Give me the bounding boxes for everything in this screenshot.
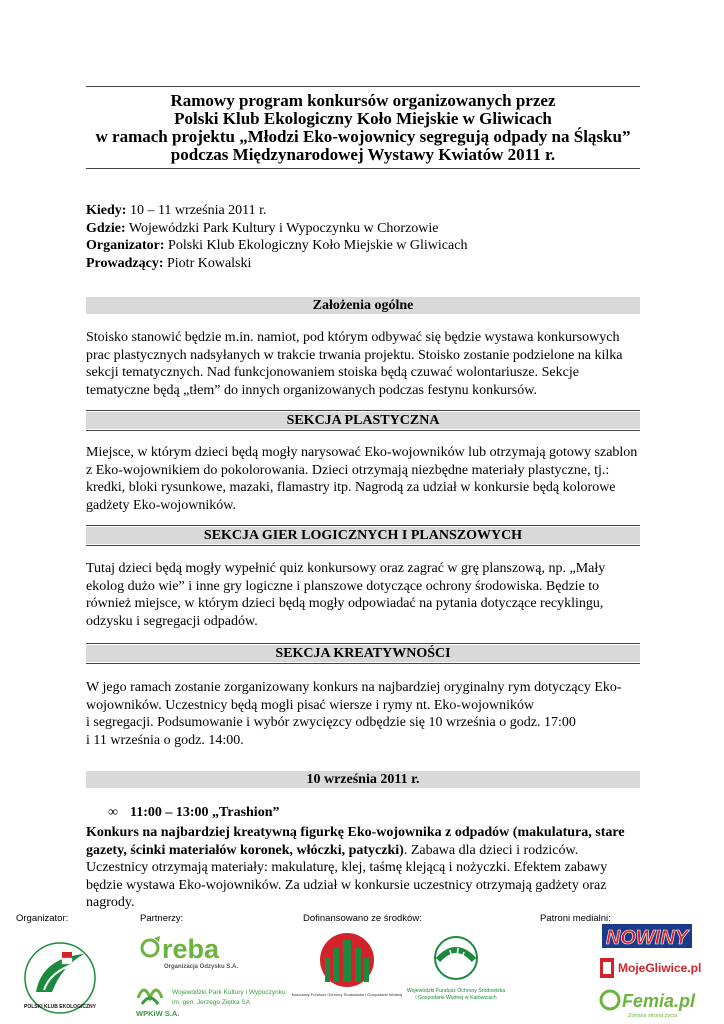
nfosigw-logo-text: Narodowy Fundusz Ochrony Środowiska i Gospodarki Wodnej bbox=[291, 992, 403, 997]
text-line: Uczestnicy otrzymają materiały: makulaturę, klej, taśmę klejącą i nożyczki. Efektem zabawy bbox=[86, 860, 608, 876]
footer-label-partnerzy: Partnerzy: bbox=[140, 913, 184, 924]
nowiny-logo bbox=[602, 922, 692, 950]
text-line: prac plastycznych nadsyłanych w trakcie trwania projektu. Stoisko zostanie podzielone na kilka bbox=[86, 347, 623, 363]
text-line: nagrody. bbox=[86, 895, 135, 911]
section-text-gry bbox=[86, 560, 646, 630]
reba-logo-subtext: Organizacja Odzysku S.A. bbox=[164, 964, 239, 970]
wpkiw-logo-text-1: Wojewódzki Park Kultury i Wypoczynku bbox=[172, 989, 286, 996]
rule bbox=[86, 643, 640, 644]
text-line: kredki, bloki rysunkowe, mazaki, flamastry itp. Nagrodą za udział w konkursie będą kolorowe bbox=[86, 480, 616, 496]
event-description bbox=[86, 824, 646, 912]
title-line-4: podczas Międzynarodowej Wystawy Kwiatów 2011 r. bbox=[170, 145, 556, 164]
femia-logo bbox=[598, 984, 694, 1020]
text-line: ekolog dużo wie” i inne gry logiczne i planszowe dotyczące ochrony środowiska. Będzie to bbox=[86, 578, 600, 594]
title-line-1: Ramowy program konkursów organizowanych przez bbox=[170, 91, 556, 110]
text-line: gazety, ścinki materiałów koronek, włóczki, patyczki). Zabawa dla dzieci i rodziców. bbox=[86, 842, 579, 858]
section-text-plastyczna bbox=[86, 444, 646, 514]
femia-logo-subtext: Zdrowa strona życia bbox=[628, 1013, 678, 1019]
title-line-2: Polski Klub Ekologiczny Koło Miejskie w Gliwicach bbox=[174, 109, 552, 128]
mojegliwice-logo-text: MojeGliwice.pl bbox=[618, 961, 702, 975]
nfosigw-logo bbox=[291, 930, 403, 1016]
section-heading-day1: 10 września 2011 r. bbox=[86, 771, 640, 788]
document-title bbox=[86, 92, 640, 164]
title-bottom-rule bbox=[86, 168, 640, 169]
wpkiw-logo-text-2: im. gen. Jerzego Ziętka SA bbox=[172, 999, 251, 1006]
info-organizator: Organizator: Polski Klub Ekologiczny Koło Miejskie w Gliwicach bbox=[86, 238, 468, 253]
footer-label-organizator: Organizator: bbox=[16, 913, 69, 924]
text-line: Tutaj dzieci będą mogły wypełnić quiz konkursowy oraz zagrać w grę planszową, np. „Mały bbox=[86, 561, 606, 576]
reba-logo bbox=[136, 930, 239, 972]
text-line: Miejsce, w którym dzieci będą mogły narysować Eko-wojowników lub otrzymają gotowy szablon bbox=[86, 445, 638, 460]
section-text-kreatywnosci bbox=[86, 679, 646, 749]
rule bbox=[86, 525, 640, 526]
info-kiedy: Kiedy: 10 – 11 września 2011 r. bbox=[86, 203, 267, 218]
text-line: gadżety Eko-wojowników. bbox=[86, 497, 236, 513]
pke-logo bbox=[22, 940, 98, 1016]
text-line: sekcji tematycznych. Nad funkcjonowaniem stoiska będą czuwać wolontariusze. Sekcje bbox=[86, 365, 579, 381]
text-line: wojowników. Uczestnicy będą mogli pisać wiersze i rymy nt. Eko-wojowników bbox=[86, 697, 535, 713]
wfosigw-logo-text-1: Wojewódzki Fundusz Ochrony Środowiska bbox=[406, 988, 506, 994]
rule bbox=[86, 430, 640, 431]
info-gdzie: Gdzie: Wojewódzki Park Kultury i Wypoczynku w Chorzowie bbox=[86, 220, 439, 236]
rule bbox=[86, 410, 640, 411]
nowiny-logo-text: NOWINY bbox=[605, 927, 689, 949]
text-line: i segregacji. Podsumowanie i wybór zwycięzcy odbędzie się 10 września o godz. 17:00 bbox=[86, 715, 576, 731]
text-line: Konkurs na najbardziej kreatywną figurkę Eko-wojownika z odpadów (makulatura, stare bbox=[86, 825, 625, 840]
section-heading-kreatywnosci: SEKCJA KREATYWNOŚCI bbox=[86, 645, 640, 662]
bullet-symbol: ∞ bbox=[108, 805, 118, 820]
text-line: tematyczne będą „tłem” do innych organizowanych podczas festynu konkursów. bbox=[86, 382, 537, 398]
event-time-item bbox=[108, 805, 279, 821]
text-line: będzie wystawa Eko-wojowników. Za udział w konkursie uczestnicy otrzymają gadżety oraz bbox=[86, 877, 607, 893]
wpkiw-logo bbox=[132, 978, 292, 1020]
reba-logo-text: reba bbox=[162, 934, 220, 964]
text-line: W jego ramach zostanie zorganizowany konkurs na najbardziej oryginalny rym dotyczący Eko- bbox=[86, 680, 622, 695]
femia-logo-text: Femia.pl bbox=[622, 991, 696, 1011]
section-heading-gry: SEKCJA GIER LOGICZNYCH I PLANSZOWYCH bbox=[86, 527, 640, 544]
event-info bbox=[86, 202, 467, 272]
section-heading-zalozenia: Założenia ogólne bbox=[86, 297, 640, 314]
text-line: odzysku i segregacji odpadów. bbox=[86, 613, 258, 629]
rule bbox=[86, 545, 640, 546]
title-line-3: w ramach projektu „Młodzi Eko-wojownicy segregują odpady na Śląsku” bbox=[95, 127, 631, 146]
wfosigw-logo bbox=[392, 936, 520, 1006]
pke-logo-text: POLSKI KLUB EKOLOGICZNY bbox=[24, 1004, 96, 1010]
footer-label-dofinansowano: Dofinansowano ze środków: bbox=[303, 913, 422, 924]
section-heading-plastyczna: SEKCJA PLASTYCZNA bbox=[86, 412, 640, 429]
event-time-label: 11:00 – 13:00 „Trashion” bbox=[130, 805, 280, 820]
info-prowadzacy: Prowadzący: Piotr Kowalski bbox=[86, 255, 252, 271]
mojegliwice-logo bbox=[598, 956, 702, 982]
text-line: z Eko-wojownikiem do pokolorowania. Dzieci otrzymają niezbędne materiały plastyczne, tj.: bbox=[86, 462, 610, 478]
section-text-zalozenia bbox=[86, 329, 646, 399]
rule bbox=[86, 663, 640, 664]
wpkiw-logo-abbrev: WPKiW S.A. bbox=[136, 1009, 180, 1018]
top-rule bbox=[86, 86, 640, 87]
text-line: Stoisko stanowić będzie m.in. namiot, pod którym odbywać się będzie wystawa konkursowych bbox=[86, 330, 620, 345]
footer-label-patroni: Patroni medialni: bbox=[540, 913, 611, 924]
text-line: i 11 września o godz. 14:00. bbox=[86, 732, 244, 748]
wfosigw-logo-text-2: i Gospodarki Wodnej w Katowicach bbox=[415, 995, 497, 1001]
text-line: również miejsce, w którym dzieci będą mogły odpowiadać na pytania dotyczące recyklingu, bbox=[86, 596, 604, 612]
